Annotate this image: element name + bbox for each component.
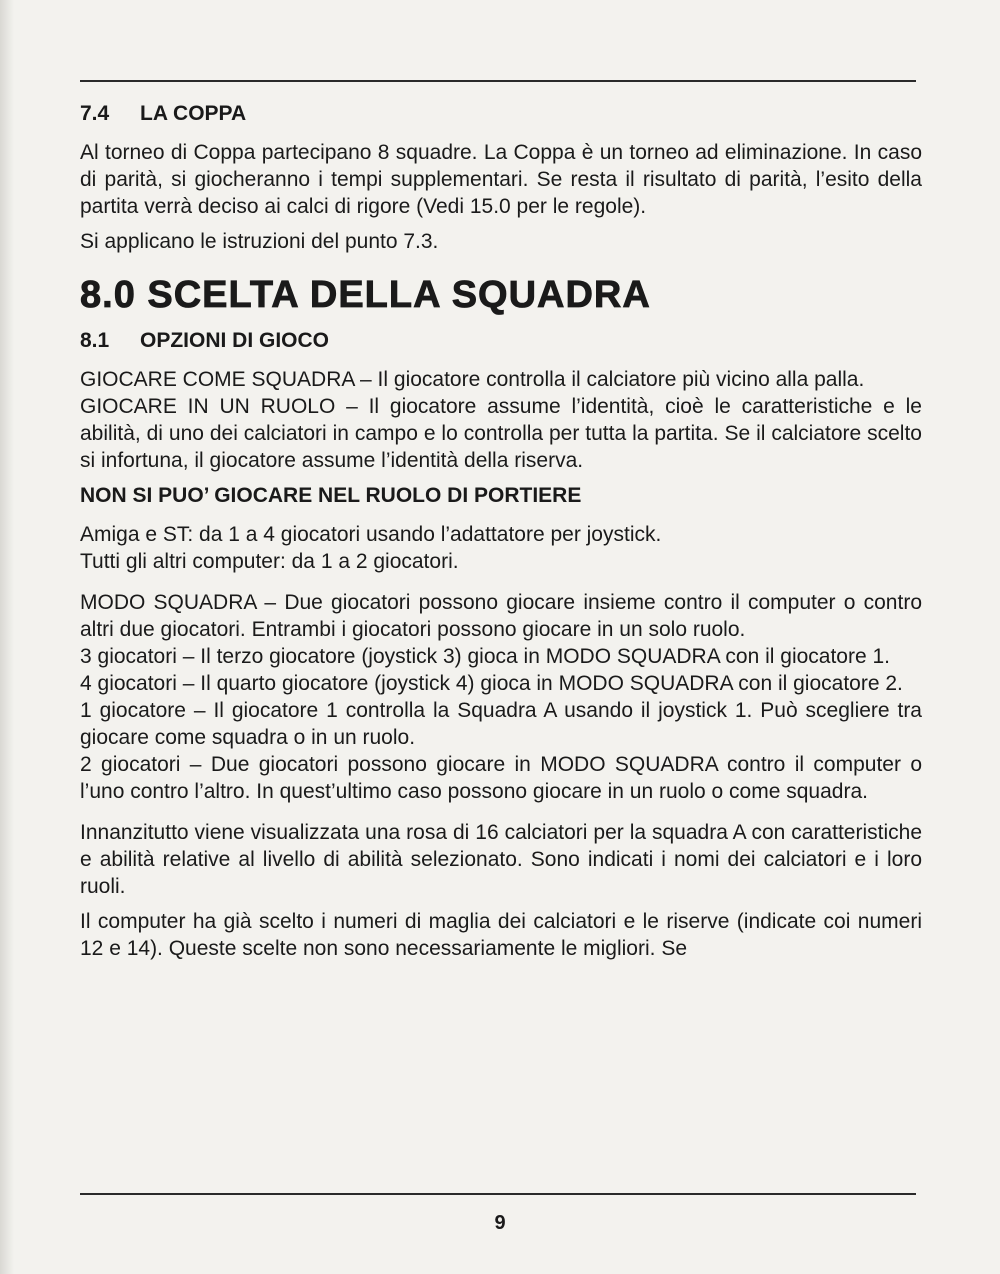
one-player-paragraph: 1 giocatore – Il giocatore 1 controlla la Squadra A usando il joystick 1. Può scegliere tra giocare come squadra o in un ruolo.	[80, 699, 922, 749]
top-rule	[80, 80, 916, 82]
goalkeeper-notice: NON SI PUO’ GIOCARE NEL RUOLO DI PORTIERE	[80, 484, 582, 507]
section-8-0-title: 8.0 SCELTA DELLA SQUADRA	[80, 274, 651, 316]
shirt-numbers-paragraph: Il computer ha già scelto i numeri di maglia dei calciatori e le riserve (indicate coi numeri 12 e 14). Queste scelte non sono necessariamente le migliori. Se	[80, 910, 922, 960]
section-8-1-title: OPZIONI DI GIOCO	[140, 329, 330, 352]
section-7-4-note: Si applicano le istruzioni del punto 7.3.	[80, 230, 439, 253]
option-team-play: GIOCARE COME SQUADRA – Il giocatore controlla il calciatore più vicino alla palla.	[80, 368, 865, 391]
option-role-play: GIOCARE IN UN RUOLO – Il giocatore assume l’identità, cioè le caratteristiche e le abilità, di uno dei calciatori in campo e lo controlla per tutta la partita. Se il calciatore scelto si infortuna, il giocatore assume l’identità della riserva.	[80, 395, 922, 472]
players-amiga-st: Amiga e ST: da 1 a 4 giocatori usando l’adattatore per joystick.	[80, 523, 662, 546]
two-players-paragraph: 2 giocatori – Due giocatori possono giocare in MODO SQUADRA contro il computer o l’uno contro l’altro. In quest’ultimo caso possono giocare in un ruolo o come squadra.	[80, 753, 922, 803]
section-7-4-heading	[80, 100, 922, 127]
four-players-paragraph: 4 giocatori – Il quarto giocatore (joystick 4) gioca in MODO SQUADRA con il giocatore 2.	[80, 672, 903, 695]
roster-paragraph: Innanzitutto viene visualizzata una rosa di 16 calciatori per la squadra A con caratteristiche e abilità relative al livello di abilità selezionato. Sono indicati i nomi dei calciatori e i loro ruoli.	[80, 821, 922, 898]
bottom-rule	[80, 1193, 916, 1195]
page-number: 9	[494, 1212, 506, 1234]
section-7-4-paragraph: Al torneo di Coppa partecipano 8 squadre. La Coppa è un torneo ad eliminazione. In caso di parità, si giocheranno i tempi supplementari. Se resta il risultato di parità, l’esito della partita verrà deciso ai calci di rigore (Vedi 15.0 per le regole).	[80, 141, 922, 218]
three-players-paragraph: 3 giocatori – Il terzo giocatore (joystick 3) gioca in MODO SQUADRA con il giocatore 1.	[80, 645, 890, 668]
players-other-computers: Tutti gli altri computer: da 1 a 2 giocatori.	[80, 550, 459, 573]
section-7-4-title: LA COPPA	[140, 102, 247, 125]
section-8-1-heading	[80, 327, 922, 354]
page-content	[80, 100, 922, 970]
page-edge-shadow	[0, 0, 14, 1274]
section-8-1-number: 8.1	[80, 329, 110, 352]
modo-squadra-paragraph: MODO SQUADRA – Due giocatori possono giocare insieme contro il computer o contro altri due giocatori. Entrambi i giocatori possono giocare in un solo ruolo.	[80, 591, 922, 641]
section-7-4-number: 7.4	[80, 102, 110, 125]
